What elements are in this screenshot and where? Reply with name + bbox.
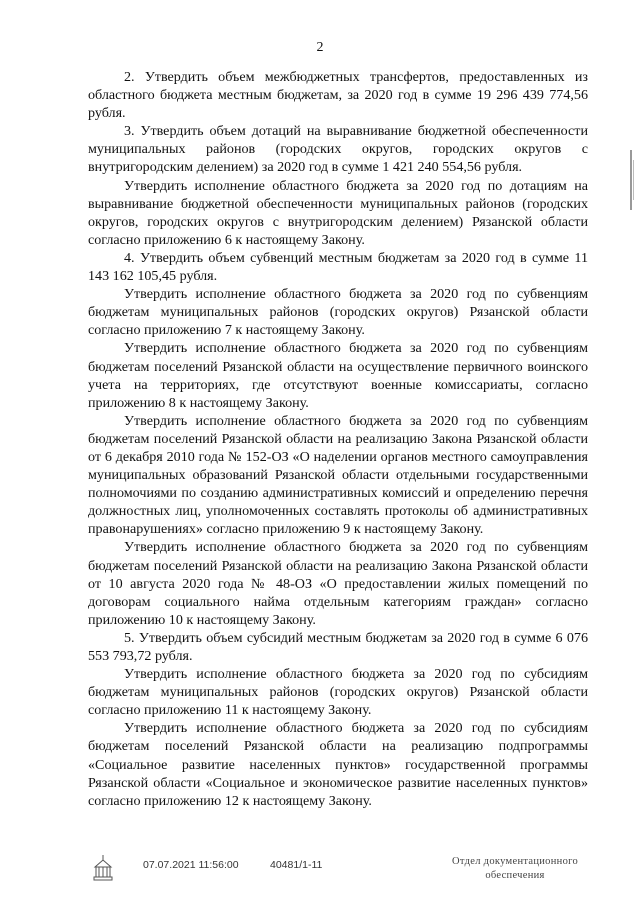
footer-datetime: 07.07.2021 11:56:00 — [143, 859, 239, 871]
stamp-line-2: обеспечения — [485, 870, 545, 881]
paragraph-7: Утвердить исполнение областного бюджета за 2020 год по субвенциям бюджетам поселений Рязанской области на реализацию Закона Рязанской области от 6 декабря 2010 года № 152-ОЗ «О наделении органов местного самоуправления муниципальных образований Рязанской области отдельными государственными полномочиями по созданию административных комиссий и определению перечня должностных лиц, уполномоченных составлять протоколы об административных правонарушениях» согласно приложению 9 к настоящему Закону. — [88, 412, 588, 538]
footer — [0, 855, 640, 895]
footer-doc-number: 40481/1-11 — [270, 859, 323, 871]
paragraph-4: 4. Утвердить объем субвенций местным бюджетам за 2020 год в сумме 11 143 162 105,45 рубля. — [88, 249, 588, 285]
building-logo-icon — [90, 853, 116, 883]
paragraph-5: Утвердить исполнение областного бюджета за 2020 год по субвенциям бюджетам муниципальных районов (городских округов) Рязанской области согласно приложению 7 к настоящему Закону. — [88, 286, 588, 339]
page-number: 2 — [316, 40, 324, 55]
paragraph-1: 2. Утвердить объем межбюджетных трансфертов, предоставленных из областного бюджета местным бюджетам, за 2020 год в сумме 19 296 439 774,56 рубля. — [88, 69, 588, 122]
stamp-line-1: Отдел документационного — [451, 856, 579, 867]
department-stamp — [440, 855, 590, 883]
paragraph-8: Утвердить исполнение областного бюджета за 2020 год по субвенциям бюджетам поселений Рязанской области на реализацию Закона Рязанской области от 10 августа 2020 года № 48-ОЗ «О предоставлении жилых помещений по договорам социального найма отдельным категориям граждан» согласно приложению 10 к настоящему Закону. — [88, 539, 588, 628]
paragraph-11: Утвердить исполнение областного бюджета за 2020 год по субсидиям бюджетам поселений Рязанской области на реализацию подпрограммы «Социальное развитие населенных пунктов» государственной программы Рязанской области «Социальное и экономическое развитие населенных пунктов» согласно приложению 12 к настоящему Закону. — [88, 720, 588, 809]
document-body — [88, 68, 588, 810]
paragraph-6: Утвердить исполнение областного бюджета за 2020 год по субвенциям бюджетам поселений Рязанской области на осуществление первичного воинского учета на территориях, где отсутствуют военные комиссариаты, согласно приложению 8 к настоящему Закону. — [88, 340, 588, 411]
paragraph-9: 5. Утвердить объем субсидий местным бюджетам за 2020 год в сумме 6 076 553 793,72 рубля. — [88, 629, 588, 664]
scan-edge-mark — [628, 150, 636, 210]
paragraph-3: Утвердить исполнение областного бюджета за 2020 год по дотациям на выравнивание бюджетной обеспеченности муниципальных районов (городских округов, городских округов с внутригородским делением) Рязанской области согласно приложению 6 к настоящему Закону. — [88, 177, 588, 248]
paragraph-2: 3. Утвердить объем дотаций на выравнивание бюджетной обеспеченности муниципальных районов (городских округов, городских округов с внутригородским делением) за 2020 год в сумме 1 421 240 554,56 рубля. — [88, 123, 588, 176]
paragraph-10: Утвердить исполнение областного бюджета за 2020 год по субсидиям бюджетам муниципальных районов (городских округов) Рязанской области согласно приложению 11 к настоящему Закону. — [88, 666, 588, 719]
